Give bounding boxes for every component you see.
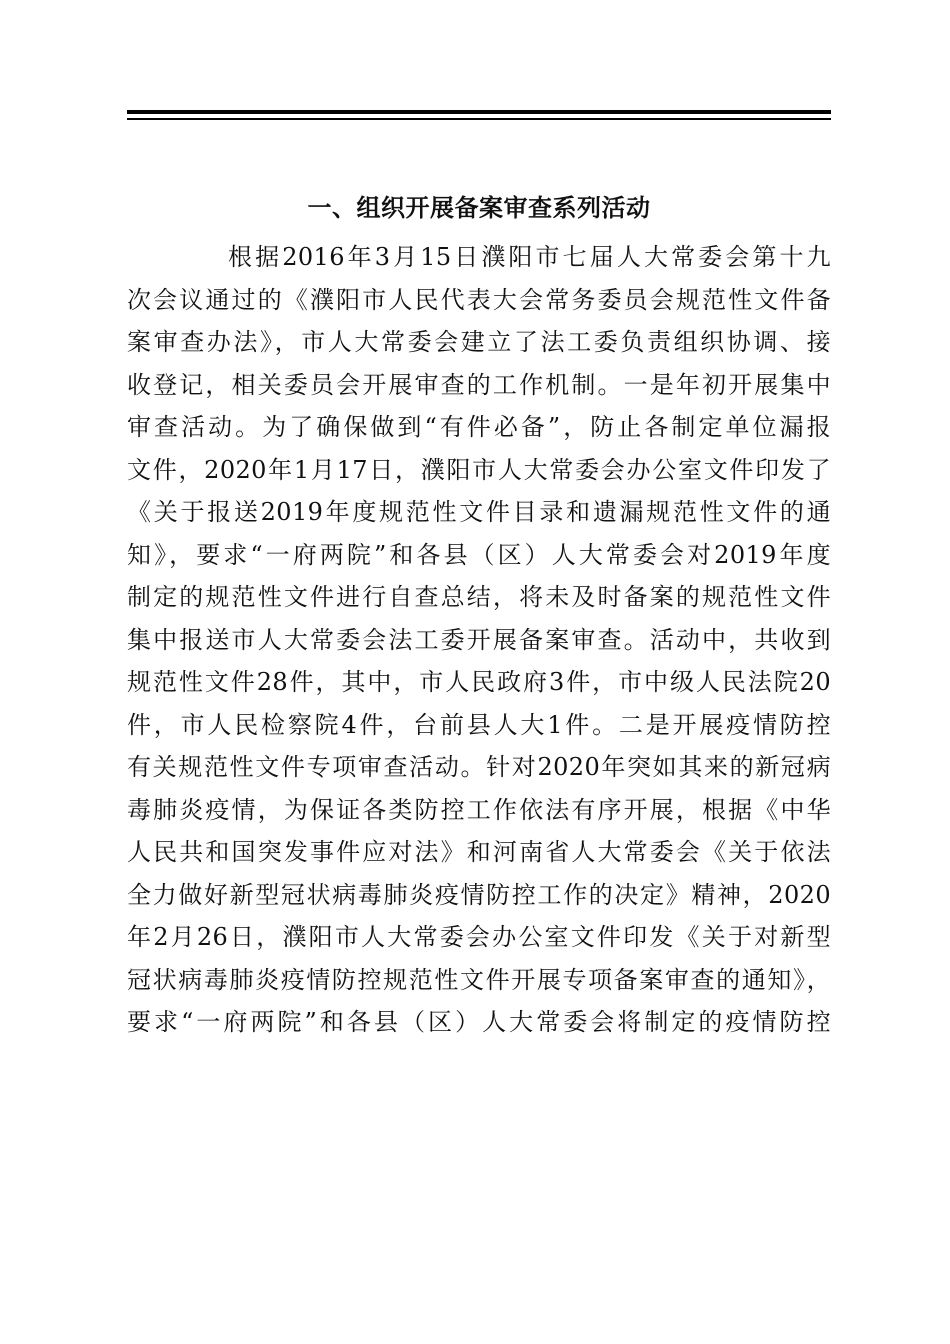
text-line: 次会议通过的《濮阳市人民代表大会常务委员会规范性文件备 — [127, 285, 831, 314]
text-line: 人民共和国突发事件应对法》和河南省人大常委会《关于依法 — [127, 838, 831, 866]
text-line: 知》，要求“一府两院”和各县（区）人大常委会对2019年度 — [127, 540, 831, 569]
text-line: 全力做好新型冠状病毒肺炎疫情防控工作的决定》精神，2020 — [127, 880, 831, 909]
header-rule-thin — [127, 118, 831, 120]
text-line: 件，市人民检察院4件，台前县人大1件。二是开展疫情防控 — [127, 710, 831, 739]
section-heading: 一、组织开展备案审查系列活动 — [307, 194, 651, 222]
text-line: 案审查办法》，市人大常委会建立了法工委负责组织协调、接 — [127, 328, 831, 356]
text-line: 文件，2020年1月17日，濮阳市人大常委会办公室文件印发了 — [127, 455, 831, 484]
header-rule-thick — [127, 110, 831, 114]
text-line: 毒肺炎疫情，为保证各类防控工作依法有序开展，根据《中华 — [127, 795, 831, 824]
text-line: 《关于报送2019年度规范性文件目录和遗漏规范性文件的通 — [127, 498, 831, 526]
text-line: 审查活动。为了确保做到“有件必备”，防止各制定单位漏报 — [127, 413, 831, 441]
text-line: 规范性文件28件，其中，市人民政府3件，市中级人民法院20 — [127, 668, 831, 696]
body-paragraph — [127, 236, 831, 1044]
text-line: 年2月26日，濮阳市人大常委会办公室文件印发《关于对新型 — [127, 923, 831, 951]
text-line: 根据2016年3月15日濮阳市七届人大常委会第十九 — [228, 243, 831, 271]
text-line: 收登记，相关委员会开展审查的工作机制。一是年初开展集中 — [127, 370, 831, 399]
text-line: 冠状病毒肺炎疫情防控规范性文件开展专项备案审查的通知》， — [127, 965, 831, 994]
text-line: 制定的规范性文件进行自查总结，将未及时备案的规范性文件 — [127, 583, 831, 611]
text-line: 要求“一府两院”和各县（区）人大常委会将制定的疫情防控 — [127, 1008, 831, 1036]
text-line: 有关规范性文件专项审查活动。针对2020年突如其来的新冠病 — [127, 753, 831, 781]
text-line: 集中报送市人大常委会法工委开展备案审查。活动中，共收到 — [127, 625, 831, 654]
